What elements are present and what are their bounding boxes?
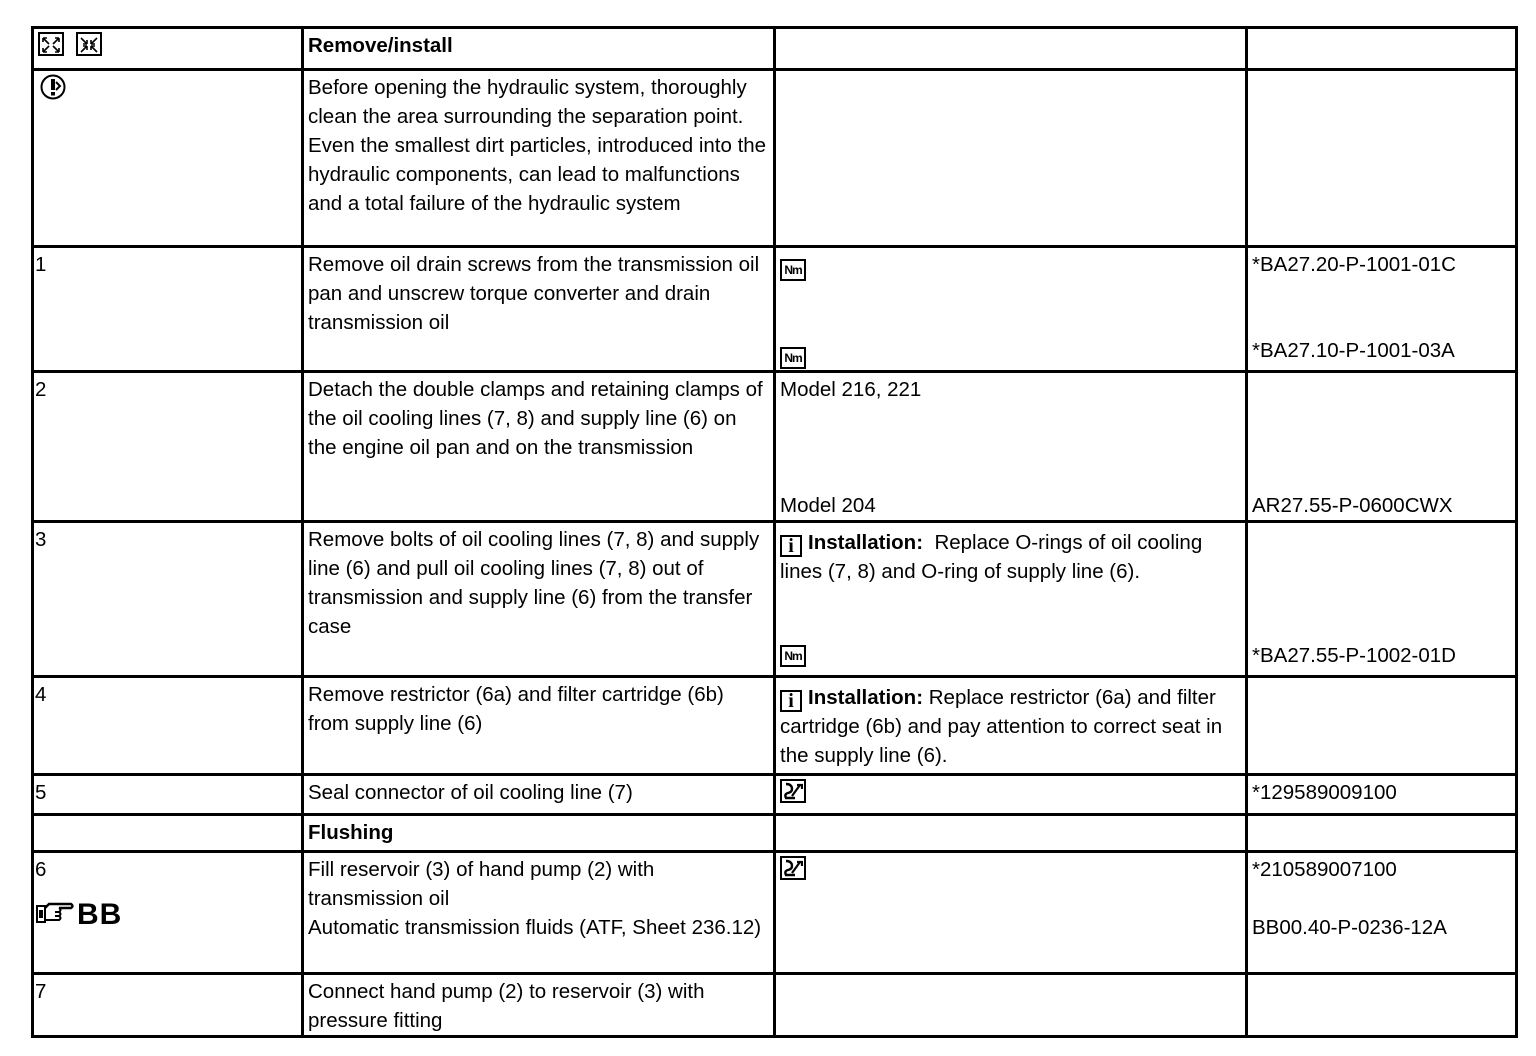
doc-reference-link[interactable]: AR27.55-P-0600CWX <box>1252 494 1453 517</box>
step-refs <box>1247 247 1517 372</box>
collapse-icon <box>76 32 102 56</box>
section-title-flushing <box>303 815 775 852</box>
table-row <box>33 677 1517 775</box>
installation-label: Installation: <box>808 686 924 709</box>
bb-reference[interactable] <box>35 898 297 932</box>
doc-reference-link[interactable]: *BA27.20-P-1001-01C <box>1252 253 1456 276</box>
torque-nm-icon: Nm <box>780 645 806 667</box>
step-notes <box>775 852 1247 974</box>
step-text: Remove oil drain screws from the transmission oil pan and unscrew torque converter and drain transmission oil <box>303 247 775 372</box>
step-notes <box>775 677 1247 775</box>
step-number-cell <box>33 852 303 974</box>
step-number: 7 <box>33 974 303 1037</box>
expand-icon <box>38 32 64 56</box>
step-number: 5 <box>33 775 303 815</box>
empty-cell <box>33 815 303 852</box>
step-refs <box>1247 775 1517 815</box>
section-heading: Flushing <box>308 821 394 844</box>
step-text-cell <box>303 852 775 974</box>
bb-label: BB <box>77 898 123 931</box>
step-refs <box>1247 522 1517 677</box>
installation-label: Installation: <box>808 531 924 554</box>
empty-cell <box>1247 28 1517 70</box>
model-note: Model 204 <box>780 494 876 517</box>
step-text: Detach the double clamps and retaining clamps of the oil cooling lines (7, 8) and supply line (6) on the engine oil pan and on the transmission <box>303 372 775 522</box>
step-text: Seal connector of oil cooling line (7) <box>303 775 775 815</box>
step-number: 1 <box>33 247 303 372</box>
empty-cell <box>1247 677 1517 775</box>
view-icons-cell <box>33 28 303 70</box>
step-number: 4 <box>33 677 303 775</box>
step-number: 2 <box>33 372 303 522</box>
section-title-remove-install <box>303 28 775 70</box>
special-tool-icon <box>780 779 806 803</box>
procedure-table <box>31 26 1518 1038</box>
warning-text: Before opening the hydraulic system, thoroughly clean the area surrounding the separation point. Even the smallest dirt particles, introduced into the hydraulic components, can lead to malfunctions and a total failure of the hydraulic system <box>303 70 775 247</box>
warning-icon-cell <box>33 70 303 247</box>
empty-cell <box>1247 974 1517 1037</box>
step-refs <box>1247 372 1517 522</box>
torque-nm-icon: Nm <box>780 347 806 369</box>
pointing-hand-icon <box>35 898 75 932</box>
step-refs <box>1247 852 1517 974</box>
step-text: Connect hand pump (2) to reservoir (3) with pressure fitting <box>303 974 775 1037</box>
empty-cell <box>1247 70 1517 247</box>
info-icon: i <box>780 535 802 557</box>
table-row <box>33 775 1517 815</box>
section-header-row <box>33 28 1517 70</box>
empty-cell <box>775 28 1247 70</box>
tool-reference-link[interactable]: *129589009100 <box>1252 781 1397 804</box>
step-text-fluid: Automatic transmission fluids (ATF, Sheet 236.12) <box>308 916 762 939</box>
warning-row <box>33 70 1517 247</box>
tool-reference-link[interactable]: *210589007100 <box>1252 858 1397 881</box>
installation-text: Replace restrictor (6a) and filter cartridge (6b) and pay attention to correct seat in the supply line (6). <box>780 686 1223 767</box>
step-notes <box>775 522 1247 677</box>
table-row <box>33 974 1517 1037</box>
doc-reference-link[interactable]: *BA27.55-P-1002-01D <box>1252 644 1456 667</box>
step-text: Fill reservoir (3) of hand pump (2) with transmission oil <box>308 858 655 910</box>
doc-reference-link[interactable]: BB00.40-P-0236-12A <box>1252 916 1447 939</box>
step-number: 6 <box>35 858 47 881</box>
table-row <box>33 247 1517 372</box>
step-text: Remove restrictor (6a) and filter cartridge (6b) from supply line (6) <box>303 677 775 775</box>
table-row <box>33 522 1517 677</box>
warning-icon <box>39 73 67 109</box>
empty-cell <box>775 974 1247 1037</box>
empty-cell <box>775 70 1247 247</box>
section-header-row <box>33 815 1517 852</box>
step-notes <box>775 775 1247 815</box>
section-heading: Remove/install <box>308 34 453 57</box>
table-row <box>33 372 1517 522</box>
info-icon: i <box>780 690 802 712</box>
step-notes <box>775 372 1247 522</box>
doc-reference-link[interactable]: *BA27.10-P-1001-03A <box>1252 339 1455 362</box>
torque-nm-icon: Nm <box>780 259 806 281</box>
table-row <box>33 852 1517 974</box>
step-text: Remove bolts of oil cooling lines (7, 8) and supply line (6) and pull oil cooling lines (7, 8) out of transmission and supply line (6) from the transfer case <box>303 522 775 677</box>
model-note: Model 216, 221 <box>780 378 922 401</box>
empty-cell <box>1247 815 1517 852</box>
step-notes <box>775 247 1247 372</box>
special-tool-icon <box>780 856 806 880</box>
installation-text: Replace O-rings of oil cooling lines (7, 8) and O-ring of supply line (6). <box>780 531 1203 583</box>
step-number: 3 <box>33 522 303 677</box>
empty-cell <box>775 815 1247 852</box>
